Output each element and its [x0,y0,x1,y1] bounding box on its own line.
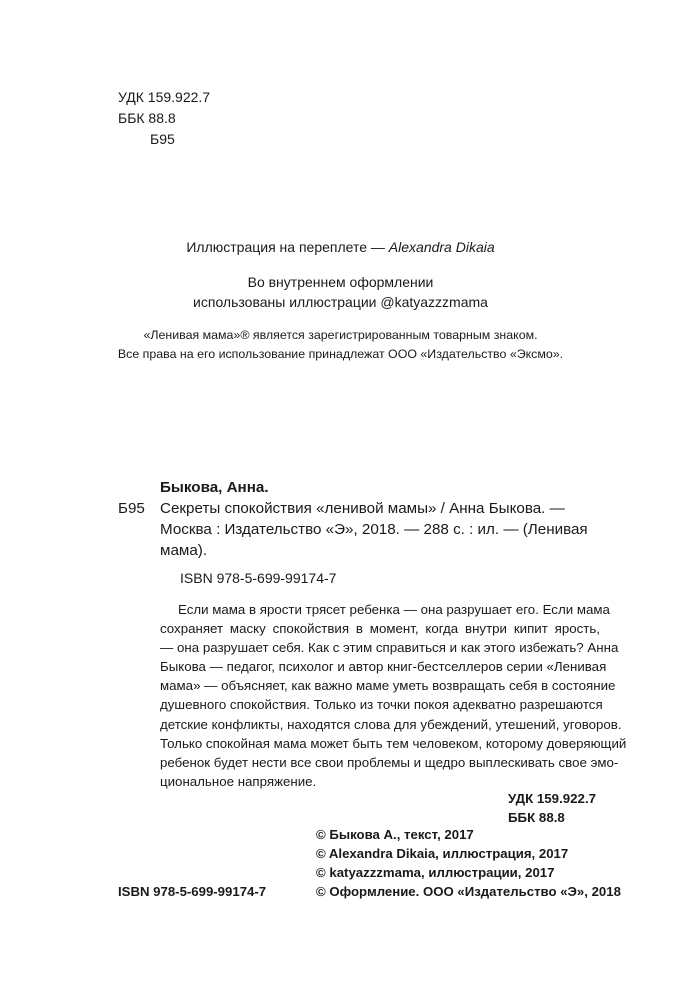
inner-illustration-credit-line1: Во внутреннем оформлении [247,274,434,290]
catalog-author-mark: Б95 [118,500,145,517]
annotation-line: циональное напряжение. [160,773,317,789]
annotation-line: Быкова — педагог, психолог и автор книг-бестселлеров серии «Ленивая [160,659,607,675]
catalog-line-3: мама). [160,542,208,559]
copyright-line: © Alexandra Dikaia, иллюстрация, 2017 [316,846,569,861]
catalog-line-2: Москва : Издательство «Э», 2018. — 288 с. : ил. — (Ленивая [160,521,588,538]
annotation-line: детские конфликты, находятся слова для убеждений, утешений, уговоров. [160,716,622,732]
annotation-paragraph [160,600,627,791]
catalog-author: Быкова, Анна. [160,479,269,496]
annotation-bbk: ББК 88.8 [508,810,565,825]
cover-illustration-credit [0,239,681,255]
annotation-line: мама» — объясняет, как важно маме уметь возвращать себя в состояние [160,678,616,694]
trademark-notice-line2: Все права на его использование принадлежат ООО «Издательство «Эксмо». [117,347,564,361]
copyright-line: © Оформление. ООО «Издательство «Э», 2018 [316,884,621,899]
trademark-notice-line1: «Ленивая мама»® является зарегистрированным товарным знаком. [143,328,538,342]
bbk-code: ББК 88.8 [118,110,176,126]
annotation-line: сохраняет маску спокойствия в момент, когда внутри кипит ярость, [160,621,600,637]
udk-code: УДК 159.922.7 [118,89,211,105]
annotation-line: Только спокойная мама может быть тем человеком, которому доверяющий [160,735,627,751]
copyright-line: © katyazzzmama, иллюстрации, 2017 [316,865,555,880]
annotation-udk: УДК 159.922.7 [508,791,597,806]
annotation-line: душевного спокойствия. Только из точки покоя адекватно разрешаются [160,697,603,713]
isbn-bottom: ISBN 978-5-699-99174-7 [118,884,267,899]
catalog-line-1: Секреты спокойствия «ленивой мамы» / Анна Быкова. — [160,500,565,517]
annotation-line: — она разрушает себя. Как с этим справиться и как этого избежать? Анна [160,640,619,656]
author-mark: Б95 [150,131,175,147]
annotation-line: ребенок будет нести все свои проблемы и щедро выплескивать свое эмо- [160,754,619,770]
catalog-isbn: ISBN 978-5-699-99174-7 [180,570,337,586]
inner-illustration-credit-line2: использованы иллюстрации @katyazzzmama [193,294,488,310]
copyright-line: © Быкова А., текст, 2017 [316,827,474,842]
cover-artist-name: Alexandra Dikaia [388,239,495,255]
cover-credit-label: Иллюстрация на переплете — [186,239,389,255]
annotation-line: Если мама в ярости трясет ребенка — она разрушает его. Если мама [178,602,610,617]
